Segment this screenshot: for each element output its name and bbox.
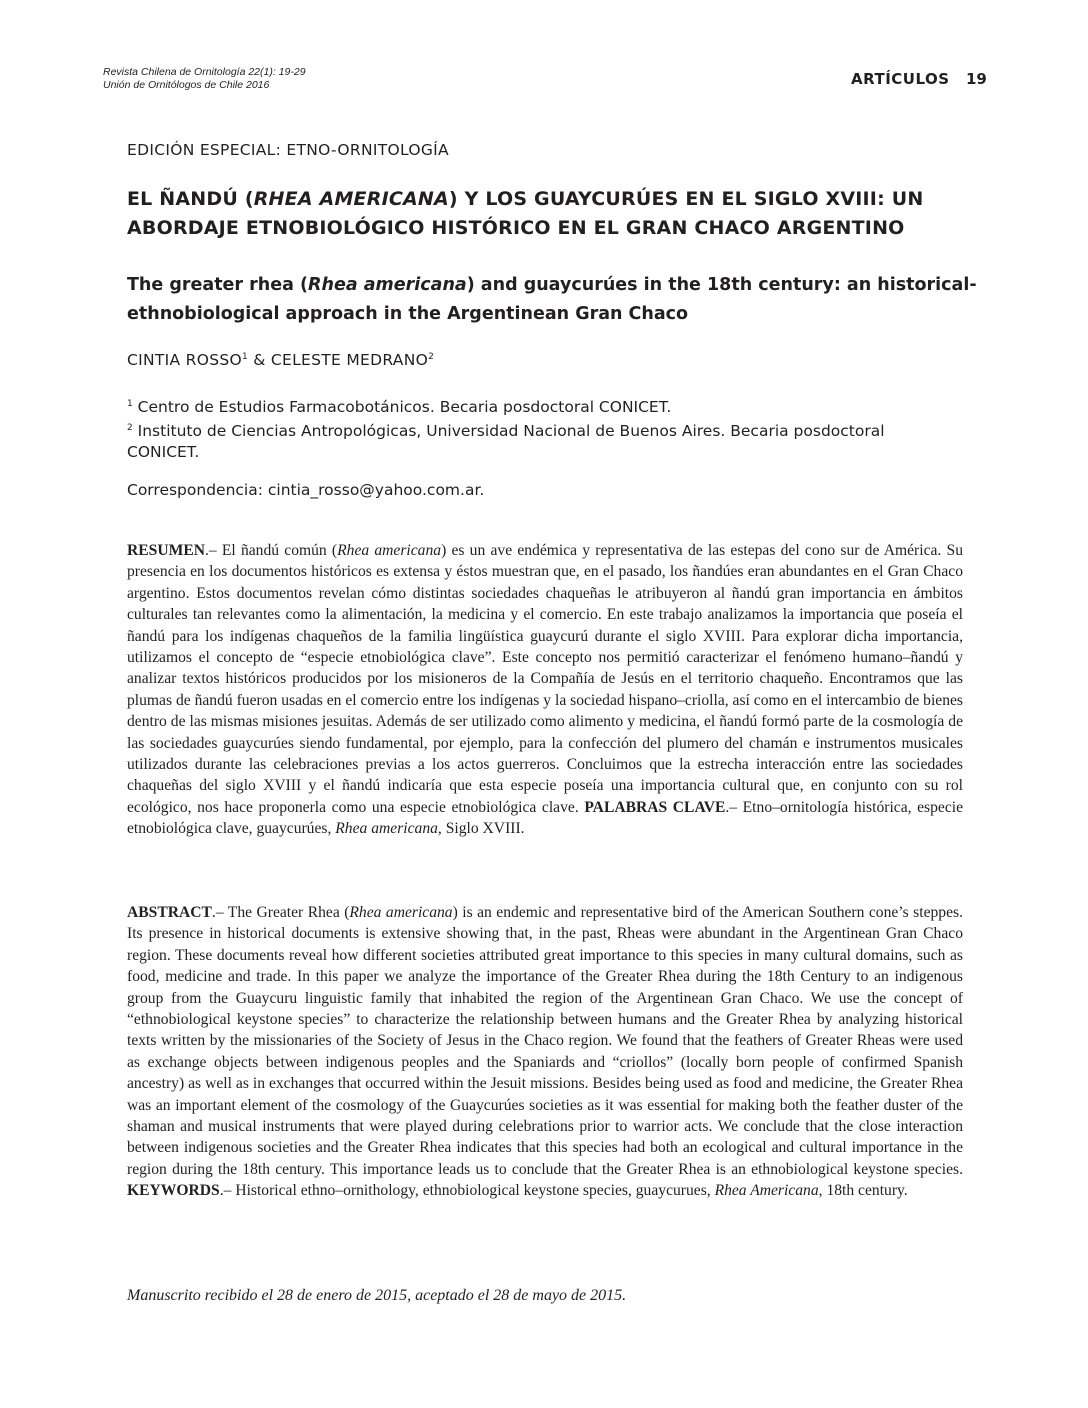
resumen-species-2: Rhea americana — [335, 820, 438, 838]
affiliation-1-text: Centro de Estudios Farmacobotánicos. Becaria posdoctoral CONICET. — [132, 398, 672, 416]
affiliation-1-mark: 1 — [127, 399, 133, 409]
abstract-text-2: ) is an endemic and representative bird of the American Southern cone’s steppes. Its presence in historical documents is extensive showing that, in the past, Rheas were abundant in the Argentinean Gran Chaco region. These documents reveal how different societies attributed great importance to this species in many cultural domains, such as food, medicine and trade. In this paper we analyze the importance of the Greater Rhea during the 18th Century to an indigenous group from the Guaycuru linguistic family that inhabited the region of the Argentinean Gran Chaco. We use the concept of “ethnobiological keystone species” to characterize the relationship between humans and the Greater Rhea by analyzing historical texts written by the missionaries of the Society of Jesus in the Chaco region. We found that the feathers of Greater Rheas were used as exchange objects between indigenous peoples and the Spaniards and “criollos” (locally born people of confirmed Spanish ancestry) as well as in exchanges that occurred within the Jesuit missions. Besides being used as food and medicine, the Greater Rhea was an important element of the cosmology of the Guaycurúes societies as it was essential for making both the feather duster of the shaman and musical instruments that were played during celebrations prior to warrior acts. We conclude that the close interaction between indigenous societies and the Greater Rhea indicates that this species had both an ecological and cultural importance in the region during the 18th century. This importance leads us to conclude that the Greater Rhea is an ethnobiological keystone species. — [127, 904, 963, 1178]
abstract-text-end: , 18th century. — [818, 1182, 908, 1200]
affiliations — [127, 394, 907, 463]
author-1: CINTIA ROSSO — [127, 351, 243, 369]
title-es-part-1: EL ÑANDÚ ( — [127, 188, 254, 210]
title-en-part-1: The greater rhea ( — [127, 275, 309, 295]
journal-line-1: Revista Chilena de Ornitología 22(1): 19-29 — [103, 66, 306, 78]
manuscript-received-note: Manuscrito recibido el 28 de enero de 2015, aceptado el 28 de mayo de 2015. — [127, 1287, 627, 1304]
affiliation-2-mark: 2 — [127, 423, 133, 433]
author-line — [127, 351, 434, 369]
affiliation-2-text: Instituto de Ciencias Antropológicas, Universidad Nacional de Buenos Aires. Becaria posdoctoral CONICET. — [127, 422, 885, 461]
title-es-part-2: ) Y LOS GUAYCURÚES EN EL SIGLO XVIII: UN ABORDAJE ETNOBIOLÓGICO HISTÓRICO EN EL GRAN CHACO ARGENTINO — [127, 188, 924, 239]
journal-line-2: Unión de Ornitólogos de Chile 2016 — [103, 79, 270, 91]
resumen-species-1: Rhea americana — [337, 542, 442, 559]
abstract-paragraph — [127, 902, 963, 1202]
title-english — [127, 271, 987, 329]
title-en-part-2: ) and guaycurúes in the 18th century: an historical- ethnobiological approach in the Argentinean Gran Chaco — [127, 275, 977, 324]
affiliation-2 — [127, 418, 907, 463]
section-label: ARTÍCULOS — [851, 70, 950, 88]
page-number: 19 — [966, 70, 987, 88]
abstract-text-1: .– The Greater Rhea ( — [211, 904, 350, 921]
resumen-text-end: , Siglo XVIII. — [437, 820, 525, 838]
abstract-label: ABSTRACT — [127, 904, 212, 921]
author-1-mark: 1 — [242, 352, 249, 362]
resumen-text-2: ) es un ave endémica y representativa de las estepas del cono sur de América. Su presencia en los documentos históricos es extensa y éstos muestran que, en el pasado, los ñandúes eran abundantes en el Gran Chaco argentino. Estos documentos revelan cómo distintas sociedades chaqueñas le atribuyeron al ñandú gran importancia en ámbitos culturales tan relevantes como la alimentación, la medicina y el comercio. En este trabajo analizamos la importancia que poseía el ñandú para los indígenas chaqueños de la familia lingüística guaycurú durante el siglo XVIII. Para explorar dicha importancia, utilizamos el concepto de “especie etnobiológica clave”. Este concepto nos permitió caracterizar el fenómeno humano–ñandú y analizar textos históricos producidos por los misioneros de la Compañía de Jesús en el territorio chaqueño. Encontramos que las plumas de ñandú fueron usadas en el comercio entre los indígenas y la sociedad hispano–criolla, así como en el intercambio de bienes dentro de las mismas misiones jesuitas. Además de ser utilizado como alimento y medicina, el ñandú formó parte de la cosmología de las sociedades guaycurúes siendo fundamental, por ejemplo, para la confección del plumero del chamán e instrumentos musicales utilizados durante las celebraciones previas a los actos guerreros. Concluimos que la estrecha interacción entre las sociedades chaqueñas del siglo XVIII y el ñandú indicaría que esta especie poseía una importancia cultural que, en conjunto con su rol ecológico, nos hace proponerla como una especie etnobiológica clave. — [127, 542, 964, 816]
resumen-label: RESUMEN — [127, 542, 205, 559]
correspondence: Correspondencia: cintia_rosso@yahoo.com.ar. — [127, 481, 485, 499]
title-en-species: Rhea americana — [308, 275, 467, 295]
author-2: CELESTE MEDRANO — [270, 351, 429, 369]
abstract-species-2: Rhea Americana — [714, 1182, 819, 1200]
special-edition-label: EDICIÓN ESPECIAL: ETNO-ORNITOLOGÍA — [127, 141, 449, 159]
abstract-keywords: .– Historical ethno–ornithology, ethnobiological keystone species, guaycurues, — [219, 1182, 715, 1200]
resumen-keywords: .– Etno–ornitología histórica, especie etnobiológica clave, guaycurúes, — [127, 798, 963, 838]
abstract-species-1: Rhea americana — [349, 904, 453, 921]
resumen-text-1: .– El ñandú común ( — [204, 542, 338, 559]
keywords-label: KEYWORDS — [127, 1182, 220, 1200]
palabras-clave-label: PALABRAS CLAVE — [584, 798, 726, 816]
author-separator: & — [248, 351, 271, 369]
affiliation-1 — [127, 394, 907, 418]
title-spanish — [127, 185, 987, 243]
title-es-species: RHEA AMERICANA — [253, 188, 449, 210]
resumen-paragraph — [127, 540, 963, 840]
author-2-mark: 2 — [428, 352, 435, 362]
journal-citation — [103, 66, 306, 92]
